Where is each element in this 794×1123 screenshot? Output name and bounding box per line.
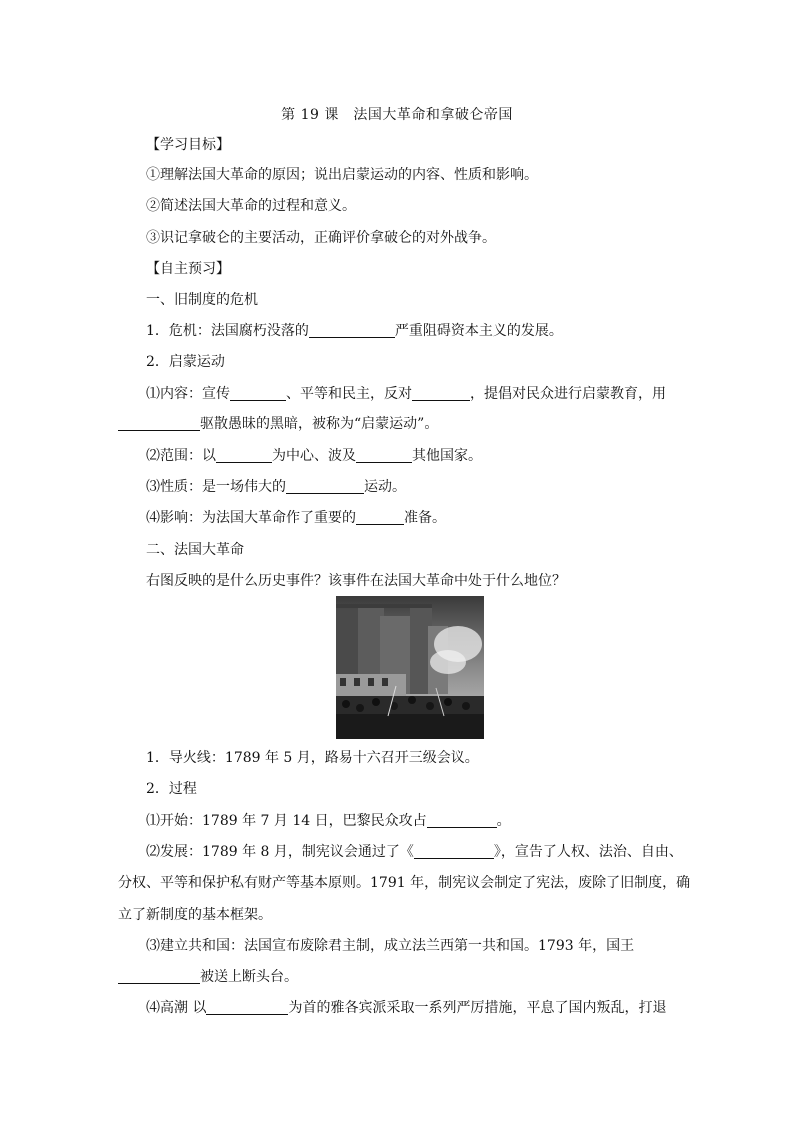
content-line-cont xyxy=(118,414,438,434)
text: 严重阻碍资本主义的发展。 xyxy=(394,323,563,339)
goals-header: 【学习目标】 xyxy=(146,137,230,153)
text: 驱散愚昧的黑暗，被称为“启蒙运动”。 xyxy=(200,416,439,432)
fill-blank[interactable] xyxy=(286,479,364,494)
content-line xyxy=(146,384,666,404)
lesson-title: 第 19 课 法国大革命和拿破仑帝国 xyxy=(281,107,513,123)
subsection-heading: 2．过程 xyxy=(146,781,197,797)
text: 运动。 xyxy=(364,479,406,495)
text: ⑴开始：1789 年 7 月 14 日，巴黎民众攻占 xyxy=(146,813,427,829)
text: 1．危机：法国腐朽没落的 xyxy=(146,323,309,339)
climax-line xyxy=(146,998,666,1018)
development-line-cont: 分权、平等和保护私有财产等基本原则。1791 年，制宪议会制定了宪法，废除了旧制度，确 xyxy=(118,875,691,891)
text: ⑵发展：1789 年 8 月，制宪议会通过了《 xyxy=(146,844,414,860)
republic-line-cont xyxy=(118,967,298,987)
text: 。 xyxy=(496,813,511,829)
text: ⑵范围：以 xyxy=(146,448,216,464)
bastille-illustration xyxy=(336,596,484,739)
fuse-line: 1．导火线：1789 年 5 月，路易十六召开三级会议。 xyxy=(146,750,479,766)
question-line: 右图反映的是什么历史事件？该事件在法国大革命中处于什么地位？ xyxy=(146,573,566,589)
influence-line xyxy=(146,508,446,528)
development-line-cont: 立了新制度的基本框架。 xyxy=(118,907,272,923)
goal-item: ②简述法国大革命的过程和意义。 xyxy=(146,198,356,214)
fill-blank[interactable] xyxy=(412,386,470,401)
section-heading: 一、旧制度的危机 xyxy=(146,292,258,308)
fill-blank[interactable] xyxy=(206,1000,288,1015)
subsection-heading: 2．启蒙运动 xyxy=(146,354,225,370)
preview-header: 【自主预习】 xyxy=(146,261,230,277)
text: 准备。 xyxy=(404,510,446,526)
goal-item: ①理解法国大革命的原因；说出启蒙运动的内容、性质和影响。 xyxy=(146,167,538,183)
fill-blank[interactable] xyxy=(118,416,200,431)
scope-line xyxy=(146,446,482,466)
text: 、平等和民主，反对 xyxy=(286,386,412,402)
fill-blank[interactable] xyxy=(427,813,497,828)
text: ⑴内容：宣传 xyxy=(146,386,230,402)
crisis-line xyxy=(146,321,563,341)
text: ⑷影响：为法国大革命作了重要的 xyxy=(146,510,356,526)
fill-blank[interactable] xyxy=(230,386,286,401)
text: ⑶性质：是一场伟大的 xyxy=(146,479,286,495)
text: 为首的雅各宾派采取一系列严厉措施，平息了国内叛乱，打退 xyxy=(288,1000,667,1016)
fill-blank[interactable] xyxy=(309,323,395,338)
nature-line xyxy=(146,477,406,497)
text: 为中心、波及 xyxy=(272,448,356,464)
goal-item: ③识记拿破仑的主要活动，正确评价拿破仑的对外战争。 xyxy=(146,230,496,246)
start-line xyxy=(146,811,511,831)
text: ⑷高潮 以 xyxy=(146,1000,207,1016)
fill-blank[interactable] xyxy=(118,969,200,984)
fill-blank[interactable] xyxy=(414,844,494,859)
section-heading: 二、法国大革命 xyxy=(146,542,244,558)
text: 》，宣告了人权、法治、自由、 xyxy=(493,844,683,860)
development-line xyxy=(146,842,683,862)
republic-line: ⑶建立共和国：法国宣布废除君主制，成立法兰西第一共和国。1793 年，国王 xyxy=(146,938,635,954)
fill-blank[interactable] xyxy=(356,510,404,525)
bastille-image xyxy=(336,596,484,739)
text: 被送上断头台。 xyxy=(200,969,298,985)
text: ，提倡对民众进行启蒙教育，用 xyxy=(470,386,666,402)
fill-blank[interactable] xyxy=(356,448,412,463)
fill-blank[interactable] xyxy=(216,448,272,463)
text: 其他国家。 xyxy=(412,448,482,464)
